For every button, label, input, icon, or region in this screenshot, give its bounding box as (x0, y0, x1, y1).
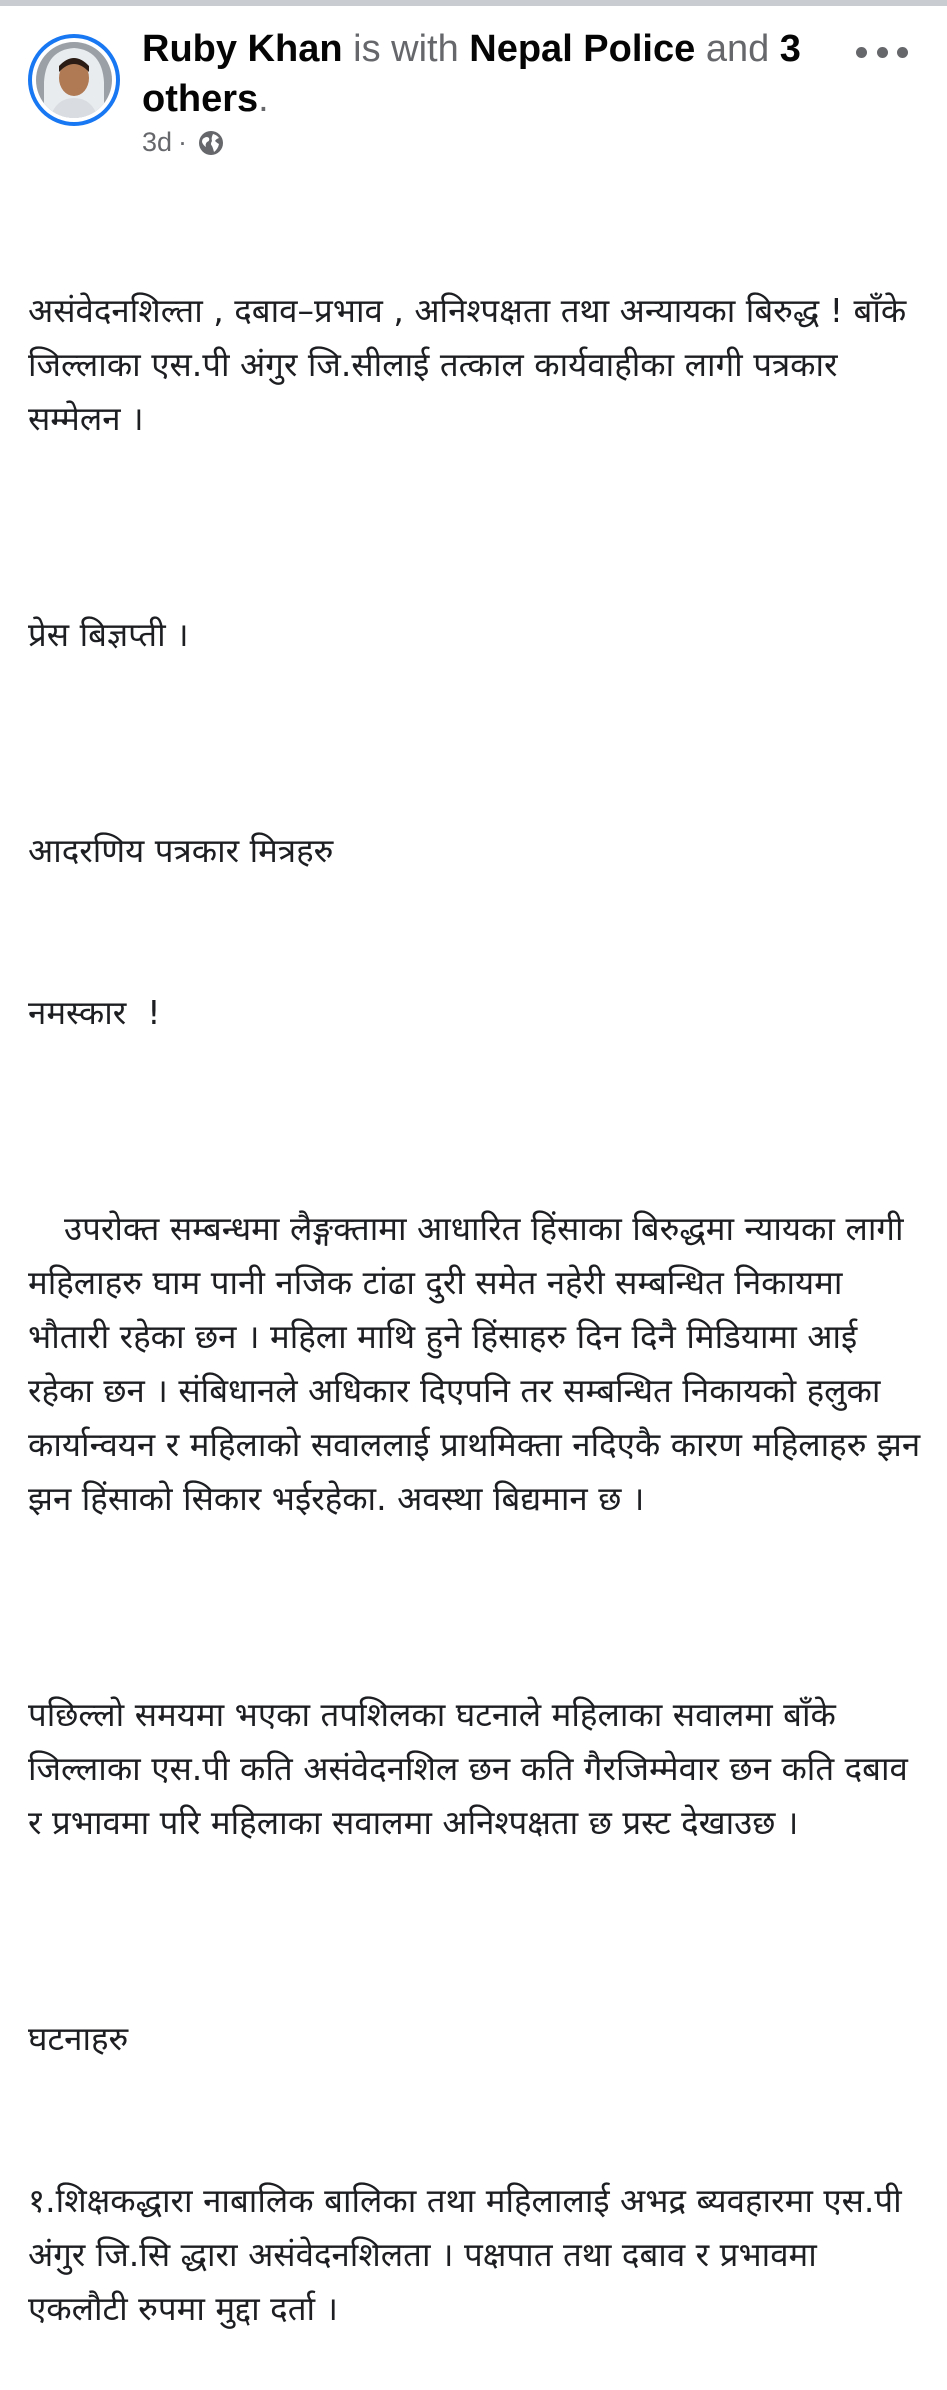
more-dot (897, 47, 908, 58)
post-paragraph-press-release: प्रेस बिज्ञप्ती । (28, 615, 189, 654)
tagged-page-link[interactable]: Nepal Police (469, 28, 696, 70)
post-paragraph-incidents-heading: घटनाहरु (28, 2019, 129, 2058)
post-body (28, 176, 931, 2390)
meta-separator: · (178, 127, 188, 157)
post-paragraph-salutation: आदरणिय पत्रकार मित्रहरु (28, 831, 334, 870)
post-header (142, 24, 802, 124)
header-period: . (258, 78, 269, 120)
top-divider (0, 0, 947, 6)
avatar[interactable] (28, 34, 120, 126)
post-paragraph-headline: असंवेदनशिल्ता , दबाव–प्रभाव , अनिश्पक्षता तथा अन्यायका बिरुद्ध ! बाँके जिल्लाका एस.पी अंगुर जि.सीलाई तत्काल कार्यवाहीका लागी पत्रकार सम्मेलन । (28, 291, 917, 438)
post-timestamp[interactable]: 3d (142, 127, 173, 157)
more-options-button[interactable] (856, 38, 908, 66)
post-paragraph-recent-events: पछिल्लो समयमा भएका तपशिलका घटनाले महिलाका सवालमा बाँके जिल्लाका एस.पी कति असंवेदनशिल छन कति गैरजिम्मेवार छन कति दबाव र प्रभावमा परि महिलाका सवालमा अनिश्पक्षता छ प्रस्ट देखाउछ । (28, 1695, 919, 1842)
others-link[interactable]: 3 others (142, 28, 801, 120)
author-name[interactable]: Ruby Khan (142, 28, 343, 70)
with-text: is with (353, 28, 459, 70)
post-paragraph-incident-1: १.शिक्षकद्धारा नाबालिक बालिका तथा महिलालाई अभद्र ब्यवहारमा एस.पी अंगुर जि.सि द्धारा असंवेदनशिलता । पक्षपात तथा दबाव र प्रभावमा एकलौटी रुपमा मुद्दा दर्ता । (28, 2181, 913, 2328)
more-dot (856, 47, 867, 58)
more-dot (877, 47, 888, 58)
avatar-photo (36, 42, 112, 118)
globe-icon[interactable] (197, 128, 225, 156)
and-text: and (705, 28, 770, 70)
post-paragraph-greeting: नमस्कार ! (28, 993, 161, 1032)
post-paragraph-context: उपरोक्त सम्बन्धमा लैङ्गक्तामा आधारित हिंसाका बिरुद्धमा न्यायका लागी महिलाहरु घाम पानी नजिक टांढा दुरी समेत नहेरी सम्बन्धित निकायमा भौतारी रहेका छन । महिला माथि हुने हिंसाहरु दिन दिनै मिडियामा आई रहेका छन । संबिधानले अधिकार दिएपनि तर सम्बन्धित निकायको हलुका कार्यान्वयन र महिलाको सवाललाई प्राथमिक्ता नदिएकै कारण महिलाहरु झन झन हिंसाको सिकार भईरहेका. अवस्था बिद्यमान छ । (28, 1209, 931, 1518)
post-meta (142, 122, 225, 162)
